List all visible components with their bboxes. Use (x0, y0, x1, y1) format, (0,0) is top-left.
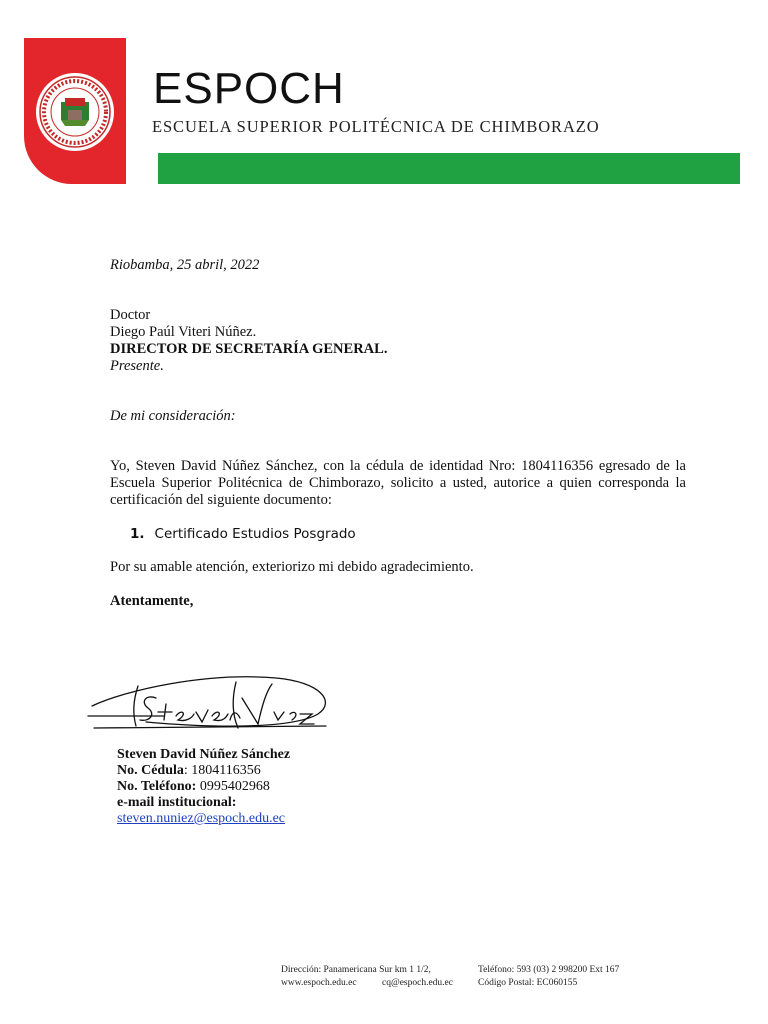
footer-web: www.espoch.edu.ec (281, 978, 357, 988)
thanks-text: Por su amable atención, exteriorizo mi debido agradecimiento. (110, 559, 474, 575)
institution-name: ESCUELA SUPERIOR POLITÉCNICA DE CHIMBORAZO (152, 117, 600, 136)
email-label: e-mail institucional: (117, 795, 237, 810)
recipient-name: Diego Paúl Viteri Núñez. (110, 324, 257, 340)
handwritten-signature (86, 668, 336, 736)
header-green-bar (158, 153, 740, 184)
email-row (117, 811, 285, 827)
footer-phone: Teléfono: 593 (03) 2 998200 Ext 167 (478, 965, 620, 975)
footer-postal: Código Postal: EC060155 (478, 978, 578, 988)
signer-name: Steven David Núñez Sánchez (117, 747, 291, 762)
footer-mail: cq@espoch.edu.ec (382, 978, 453, 988)
closing: Atentamente, (110, 593, 194, 609)
phone-label: No. Teléfono: (117, 779, 197, 794)
footer-row-2 (281, 977, 578, 990)
body-paragraph: Yo, Steven David Núñez Sánchez, con la cédula de identidad Nro: 1804116356 egresado de la Escuela Superior Politécnica de Chimborazo, solicito a usted, autorice a quien corresponda la certificación del siguiente documento: (110, 458, 686, 508)
id-value: : 1804116356 (183, 763, 261, 778)
place-date: Riobamba, 25 abril, 2022 (110, 257, 260, 273)
brand-name: ESPOCH (153, 64, 345, 113)
id-row (117, 763, 261, 779)
list-number: 1. (130, 526, 145, 542)
salutation: De mi consideración: (110, 408, 236, 424)
phone-row (117, 779, 270, 795)
email-link[interactable]: steven.nuniez@espoch.edu.ec (117, 811, 285, 826)
list-item (130, 526, 356, 542)
footer (281, 964, 620, 990)
list-item-text: Certificado Estudios Posgrado (154, 526, 356, 542)
espoch-seal-icon (35, 72, 115, 152)
recipient-title: Doctor (110, 307, 151, 323)
phone-value: 0995402968 (196, 779, 270, 794)
recipient-position: DIRECTOR DE SECRETARÍA GENERAL. (110, 341, 388, 357)
footer-row-1 (281, 964, 620, 977)
footer-address: Dirección: Panamericana Sur km 1 1/2, (281, 965, 431, 975)
presente: Presente. (110, 358, 164, 374)
logo-red-block (24, 38, 126, 184)
id-label: No. Cédula (117, 763, 184, 778)
